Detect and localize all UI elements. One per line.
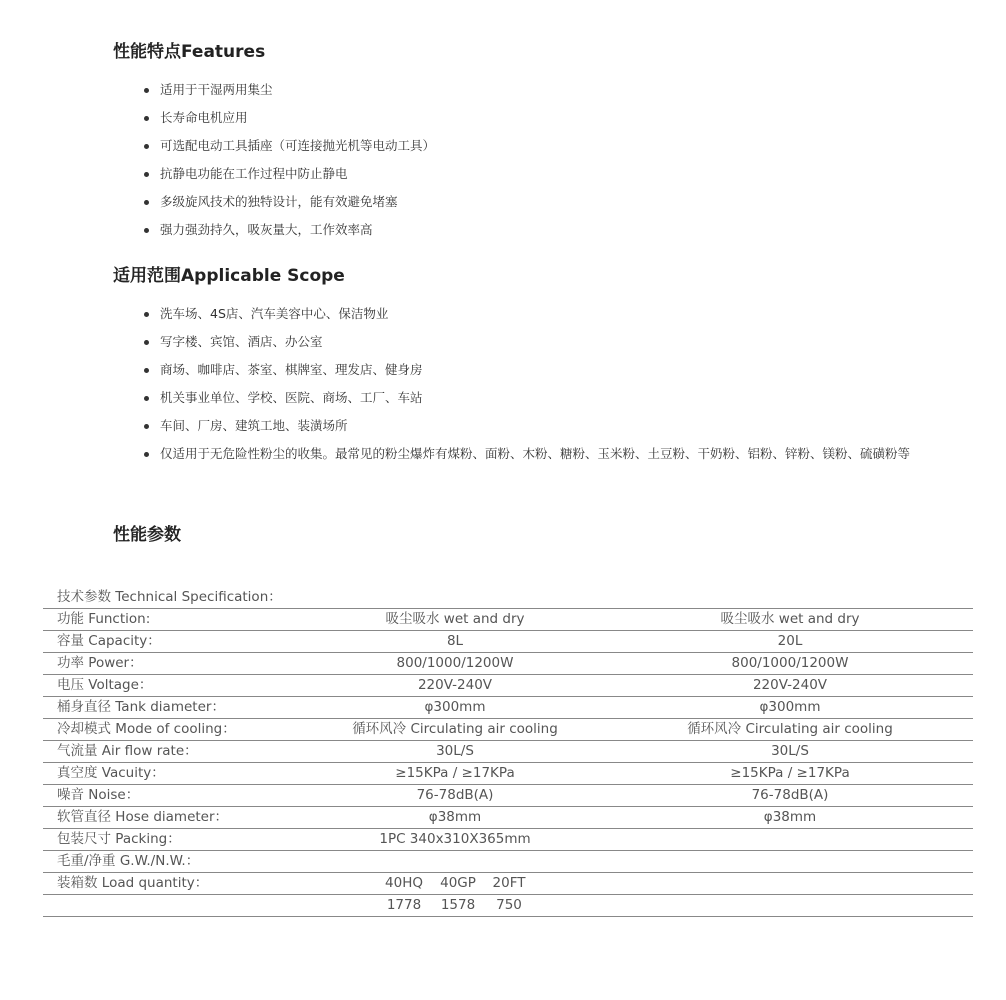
value-8l-model: 30L/S [436, 743, 474, 759]
value-8l-model: 循环风冷 Circulating air cooling [352, 721, 558, 737]
value-8l-model: φ300mm [424, 699, 486, 715]
table-row [43, 631, 973, 653]
list-item: 长寿命电机应用 [143, 106, 965, 130]
list-item: 洗车场、4S店、汽车美容中心、保洁物业 [143, 302, 965, 326]
table-row [43, 807, 973, 829]
value-20l-model: 循环风冷 Circulating air cooling [687, 721, 893, 737]
row-label: 装箱数 Load quantity： [57, 875, 209, 891]
container-type-40hq: 40HQ [385, 875, 423, 891]
row-label: 冷却模式 Mode of cooling： [57, 721, 236, 737]
table-row [43, 719, 973, 741]
value-20l-model: ≥15KPa / ≥17KPa [730, 765, 850, 781]
table-row [43, 829, 973, 851]
value-20l-model: 220V-240V [752, 677, 828, 693]
scope-heading: 适用范围Applicable Scope [113, 266, 345, 286]
container-type-20ft: 20FT [492, 875, 526, 891]
features-list [143, 78, 965, 246]
load-quantity-value-row [43, 895, 973, 917]
value-8l-model: 1PC 340x310X365mm [379, 831, 531, 847]
list-item: 可选配电动工具插座（可连接抛光机等电动工具） [143, 134, 965, 158]
table-row [43, 653, 973, 675]
list-item: 抗静电功能在工作过程中防止静电 [143, 162, 965, 186]
container-type-40gp: 40GP [440, 875, 476, 891]
row-label: 噪音 Noise： [57, 787, 140, 803]
row-label: 桶身直径 Tank diameter： [57, 699, 225, 715]
table-row [43, 785, 973, 807]
spec-title: 技术参数 Technical Specification： [43, 587, 973, 609]
row-label: 包装尺寸 Packing： [57, 831, 181, 847]
value-20l-model: φ300mm [759, 699, 821, 715]
load-quantity-header-row [43, 873, 973, 895]
list-item: 车间、厂房、建筑工地、装潢场所 [143, 414, 965, 438]
scope-list [143, 302, 965, 470]
value-8l-model: 吸尘吸水 wet and dry [385, 611, 525, 627]
value-20l-model: 吸尘吸水 wet and dry [720, 611, 860, 627]
list-item: 商场、咖啡店、茶室、棋牌室、理发店、健身房 [143, 358, 965, 382]
list-item: 适用于干湿两用集尘 [143, 78, 965, 102]
value-20l-model: 20L [777, 633, 803, 649]
table-row [43, 609, 973, 631]
value-20l-model: 800/1000/1200W [731, 655, 849, 671]
row-label: 毛重/净重 G.W./N.W.： [57, 853, 200, 869]
value-8l-model: ≥15KPa / ≥17KPa [395, 765, 515, 781]
row-label: 容量 Capacity： [57, 633, 161, 649]
table-row [43, 763, 973, 785]
table-row [43, 697, 973, 719]
value-8l-model: φ38mm [428, 809, 482, 825]
value-8l-model: 8L [446, 633, 464, 649]
list-item: 写字楼、宾馆、酒店、办公室 [143, 330, 965, 354]
params-heading: 性能参数 [113, 525, 181, 545]
row-label: 真空度 Vacuity： [57, 765, 165, 781]
value-8l-model: 800/1000/1200W [396, 655, 514, 671]
value-8l-model: 76-78dB(A) [416, 787, 494, 803]
table-row [43, 741, 973, 763]
table-row [43, 675, 973, 697]
list-item: 仅适用于无危险性粉尘的收集。最常见的粉尘爆炸有煤粉、面粉、木粉、糖粉、玉米粉、土豆粉、干奶粉、铝粉、锌粉、镁粉、硫磺粉等 [143, 442, 965, 466]
spec-table [43, 587, 973, 917]
row-label: 电压 Voltage： [57, 677, 153, 693]
row-label: 功率 Power： [57, 655, 143, 671]
row-label: 气流量 Air flow rate： [57, 743, 198, 759]
value-20l-model: φ38mm [763, 809, 817, 825]
list-item: 机关事业单位、学校、医院、商场、工厂、车站 [143, 386, 965, 410]
table-row [43, 851, 973, 873]
list-item: 多级旋风技术的独特设计，能有效避免堵塞 [143, 190, 965, 214]
quantity-40gp: 1578 [440, 897, 476, 913]
row-label: 软管直径 Hose diameter： [57, 809, 229, 825]
quantity-20ft: 750 [496, 897, 522, 913]
value-20l-model: 30L/S [771, 743, 809, 759]
row-label: 功能 Function: [57, 611, 151, 627]
value-8l-model: 220V-240V [417, 677, 493, 693]
list-item: 强力强劲持久，吸灰量大，工作效率高 [143, 218, 965, 242]
features-heading: 性能特点Features [113, 42, 266, 62]
quantity-40hq: 1778 [386, 897, 422, 913]
value-20l-model: 76-78dB(A) [751, 787, 829, 803]
